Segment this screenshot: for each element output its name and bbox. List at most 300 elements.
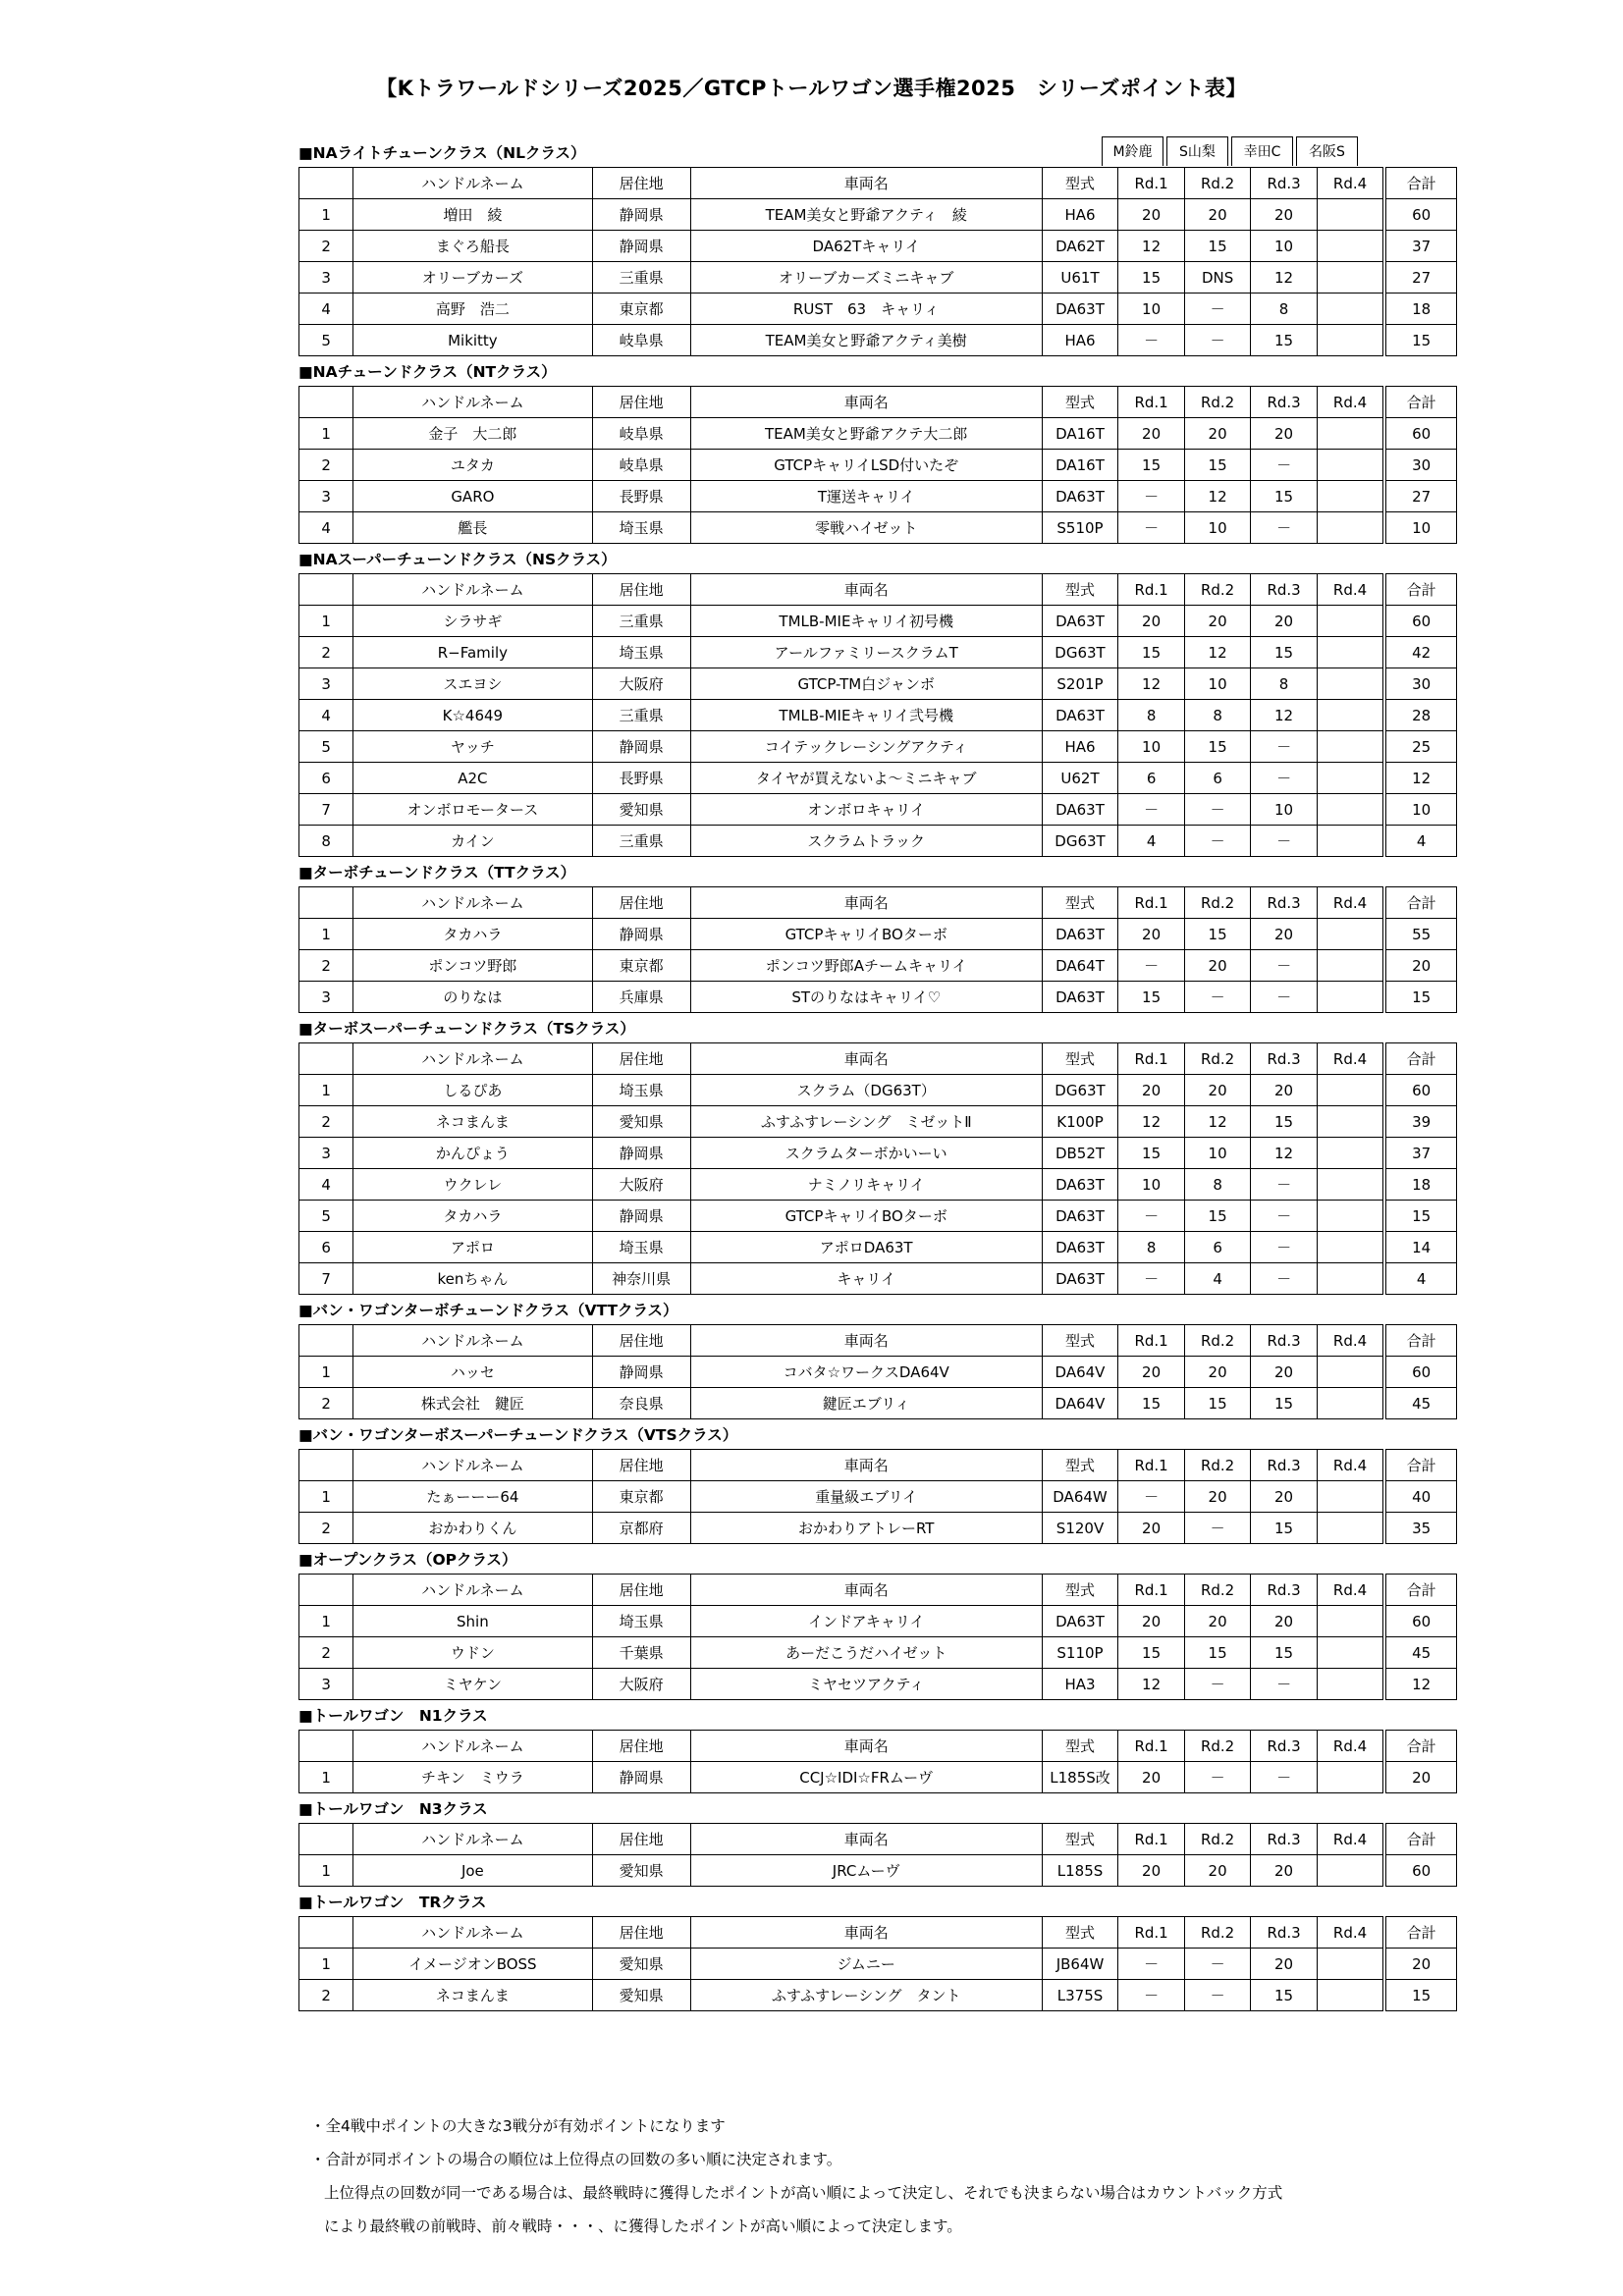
table-row — [299, 1169, 1457, 1201]
table-row — [299, 1980, 1457, 2011]
header-cell — [299, 574, 353, 606]
table-cell: 60 — [1386, 199, 1457, 231]
table-cell: 3 — [299, 668, 353, 700]
table-cell: 10 — [1184, 512, 1250, 544]
table-cell: 20 — [1184, 418, 1250, 450]
table-header-row — [299, 574, 1457, 606]
table-cell: － — [1118, 950, 1184, 982]
table-cell: 1 — [299, 199, 353, 231]
table-cell: TMLB-MIEキャリイ弐号機 — [690, 700, 1042, 731]
table-cell: 15 — [1184, 919, 1250, 950]
section-title: ■バン・ワゴンターボチューンドクラス（VTTクラス） — [298, 1302, 678, 1319]
table-cell: スクラムトラック — [690, 826, 1042, 857]
table-cell — [1317, 1263, 1382, 1295]
table-cell: DG63T — [1042, 637, 1118, 668]
note-2: ・合計が同ポイントの場合の順位は上位得点の回数の多い順に決定されます。 — [310, 2151, 842, 2168]
table-cell: 2 — [299, 450, 353, 481]
table-cell: 長野県 — [592, 763, 690, 794]
venue-labels — [1102, 136, 1361, 166]
table-cell — [1317, 826, 1382, 857]
table-cell: 3 — [299, 1669, 353, 1700]
table-row — [299, 794, 1457, 826]
table-cell — [1317, 1669, 1382, 1700]
table-cell: ハッセ — [353, 1357, 592, 1388]
table-cell: 4 — [1386, 1263, 1457, 1295]
table-cell: 39 — [1386, 1106, 1457, 1138]
table-cell: 兵庫県 — [592, 982, 690, 1013]
table-cell: 12 — [1386, 1669, 1457, 1700]
header-cell: 車両名 — [690, 168, 1042, 199]
table-row — [299, 763, 1457, 794]
table-cell: 静岡県 — [592, 1357, 690, 1388]
table-cell: － — [1118, 1481, 1184, 1513]
table-cell: 8 — [1118, 1232, 1184, 1263]
table-cell: HA6 — [1042, 325, 1118, 356]
table-row — [299, 418, 1457, 450]
header-cell: Rd.4 — [1317, 1824, 1382, 1855]
table-cell: T運送キャリイ — [690, 481, 1042, 512]
table-cell: 愛知県 — [592, 794, 690, 826]
table-cell: 2 — [299, 1388, 353, 1419]
table-cell — [1317, 1980, 1382, 2011]
table-cell: 高野 浩二 — [353, 294, 592, 325]
header-cell: 居住地 — [592, 1043, 690, 1075]
header-cell: Rd.1 — [1118, 1917, 1184, 1949]
table-cell: 1 — [299, 919, 353, 950]
table-cell: DNS — [1184, 262, 1250, 294]
table-cell: － — [1184, 826, 1250, 857]
table-cell — [1317, 1855, 1382, 1887]
table-cell — [1317, 1232, 1382, 1263]
header-cell — [299, 1325, 353, 1357]
table-cell: まぐろ船長 — [353, 231, 592, 262]
table-cell: 15 — [1184, 1388, 1250, 1419]
standings-table — [298, 386, 1457, 544]
header-cell: Rd.4 — [1317, 387, 1382, 418]
standings-table — [298, 886, 1457, 1013]
table-cell: HA6 — [1042, 731, 1118, 763]
table-cell — [1317, 982, 1382, 1013]
table-cell: HA6 — [1042, 199, 1118, 231]
table-cell: ミヤケン — [353, 1669, 592, 1700]
table-cell: 岐阜県 — [592, 418, 690, 450]
table-cell: 15 — [1118, 637, 1184, 668]
table-cell: 20 — [1251, 1855, 1317, 1887]
table-cell: 鍵匠エブリィ — [690, 1388, 1042, 1419]
table-row — [299, 1388, 1457, 1419]
standings-table — [298, 1449, 1457, 1544]
table-cell: ヤッチ — [353, 731, 592, 763]
header-cell: Rd.3 — [1251, 1043, 1317, 1075]
table-cell: 1 — [299, 1949, 353, 1980]
table-cell: たぁーーー64 — [353, 1481, 592, 1513]
table-cell: スクラム（DG63T） — [690, 1075, 1042, 1106]
table-cell: － — [1251, 512, 1317, 544]
class-section — [298, 1295, 1457, 1419]
table-cell: DA63T — [1042, 794, 1118, 826]
table-row — [299, 982, 1457, 1013]
table-cell: － — [1118, 794, 1184, 826]
table-cell: DA63T — [1042, 1606, 1118, 1637]
table-cell: TEAM美女と野爺アクテ大二郎 — [690, 418, 1042, 450]
header-cell: 合計 — [1386, 1450, 1457, 1481]
section-title: ■ターボスーパーチューンドクラス（TSクラス） — [298, 1020, 635, 1038]
table-cell: 20 — [1118, 1762, 1184, 1793]
table-cell: － — [1251, 1169, 1317, 1201]
header-cell: 型式 — [1042, 387, 1118, 418]
table-cell: 12 — [1118, 231, 1184, 262]
table-row — [299, 1855, 1457, 1887]
table-cell: タカハラ — [353, 1201, 592, 1232]
header-cell: ハンドルネーム — [353, 1575, 592, 1606]
header-cell — [299, 1450, 353, 1481]
header-cell: 合計 — [1386, 1043, 1457, 1075]
class-section — [298, 356, 1457, 544]
table-cell: 20 — [1251, 199, 1317, 231]
header-cell: Rd.1 — [1118, 387, 1184, 418]
table-cell: TEAM美女と野爺アクティ美樹 — [690, 325, 1042, 356]
table-cell: DA63T — [1042, 1263, 1118, 1295]
header-cell: Rd.1 — [1118, 887, 1184, 919]
table-cell: Shin — [353, 1606, 592, 1637]
table-cell: S510P — [1042, 512, 1118, 544]
table-cell: ユタカ — [353, 450, 592, 481]
table-cell: kenちゃん — [353, 1263, 592, 1295]
table-cell: GTCPキャリイLSD付いたぞ — [690, 450, 1042, 481]
table-cell: K100P — [1042, 1106, 1118, 1138]
table-cell: 15 — [1251, 637, 1317, 668]
header-cell: 居住地 — [592, 1731, 690, 1762]
header-cell: ハンドルネーム — [353, 1325, 592, 1357]
table-cell: HA3 — [1042, 1669, 1118, 1700]
table-cell: 6 — [1184, 1232, 1250, 1263]
table-row — [299, 1075, 1457, 1106]
table-cell: タイヤが買えないよ～ミニキャブ — [690, 763, 1042, 794]
table-row — [299, 1481, 1457, 1513]
header-cell: ハンドルネーム — [353, 1824, 592, 1855]
table-cell: 30 — [1386, 450, 1457, 481]
table-cell: 1 — [299, 1481, 353, 1513]
table-cell: DA64T — [1042, 950, 1118, 982]
table-cell: 15 — [1386, 1201, 1457, 1232]
table-cell: ジムニー — [690, 1949, 1042, 1980]
header-cell: 居住地 — [592, 168, 690, 199]
header-cell: Rd.4 — [1317, 1450, 1382, 1481]
table-cell: 6 — [1184, 763, 1250, 794]
header-cell: ハンドルネーム — [353, 168, 592, 199]
table-cell: 15 — [1118, 1138, 1184, 1169]
header-cell: 合計 — [1386, 1917, 1457, 1949]
table-cell: 20 — [1251, 1075, 1317, 1106]
header-cell: Rd.3 — [1251, 574, 1317, 606]
standings-table — [298, 1916, 1457, 2011]
header-cell: Rd.2 — [1184, 1824, 1250, 1855]
standings-table — [298, 167, 1457, 356]
table-cell — [1317, 450, 1382, 481]
table-cell: JRCムーヴ — [690, 1855, 1042, 1887]
table-cell — [1317, 294, 1382, 325]
table-cell: 12 — [1118, 668, 1184, 700]
table-cell: かんぴょう — [353, 1138, 592, 1169]
section-title: ■NAライトチューンクラス（NLクラス） — [298, 144, 586, 162]
table-cell: オリーブカーズミニキャブ — [690, 262, 1042, 294]
table-cell: 3 — [299, 1138, 353, 1169]
section-title: ■オープンクラス（OPクラス） — [298, 1551, 517, 1569]
table-cell: 20 — [1251, 1481, 1317, 1513]
table-cell: 27 — [1386, 262, 1457, 294]
table-cell: DA16T — [1042, 450, 1118, 481]
table-cell: － — [1184, 1669, 1250, 1700]
table-cell: 15 — [1386, 982, 1457, 1013]
table-cell: 長野県 — [592, 481, 690, 512]
header-cell: 居住地 — [592, 1824, 690, 1855]
table-cell: 15 — [1251, 481, 1317, 512]
table-cell: 1 — [299, 1357, 353, 1388]
table-cell — [1317, 418, 1382, 450]
header-cell: 車両名 — [690, 387, 1042, 418]
header-cell: 型式 — [1042, 1917, 1118, 1949]
table-cell — [1317, 1388, 1382, 1419]
table-cell: 奈良県 — [592, 1388, 690, 1419]
table-cell: 20 — [1386, 1762, 1457, 1793]
table-cell: － — [1184, 294, 1250, 325]
table-cell: － — [1251, 826, 1317, 857]
table-cell: 15 — [1184, 1201, 1250, 1232]
table-cell: 6 — [299, 763, 353, 794]
table-cell: GTCPキャリイBOターボ — [690, 1201, 1042, 1232]
table-cell: 14 — [1386, 1232, 1457, 1263]
table-cell: DA63T — [1042, 1169, 1118, 1201]
table-cell: GTCPキャリイBOターボ — [690, 919, 1042, 950]
table-cell: 12 — [1184, 637, 1250, 668]
table-cell: 三重県 — [592, 700, 690, 731]
table-cell: － — [1251, 731, 1317, 763]
header-cell: Rd.3 — [1251, 1731, 1317, 1762]
table-cell: 3 — [299, 262, 353, 294]
header-cell: Rd.3 — [1251, 1325, 1317, 1357]
table-cell: 5 — [299, 731, 353, 763]
header-cell: 車両名 — [690, 1325, 1042, 1357]
section-title: ■バン・ワゴンターボスーパーチューンドクラス（VTSクラス） — [298, 1426, 738, 1444]
table-cell: 15 — [1184, 1637, 1250, 1669]
table-cell: L375S — [1042, 1980, 1118, 2011]
table-cell: 20 — [1251, 1606, 1317, 1637]
table-cell: 1 — [299, 1075, 353, 1106]
table-cell: 35 — [1386, 1513, 1457, 1544]
table-row — [299, 1263, 1457, 1295]
header-cell: 居住地 — [592, 887, 690, 919]
table-cell: 20 — [1118, 418, 1184, 450]
table-cell: 12 — [1118, 1106, 1184, 1138]
header-cell: 居住地 — [592, 1917, 690, 1949]
header-cell: Rd.2 — [1184, 1325, 1250, 1357]
standings-table — [298, 1042, 1457, 1295]
table-cell — [1317, 794, 1382, 826]
table-row — [299, 450, 1457, 481]
table-cell: － — [1118, 1263, 1184, 1295]
table-cell: イメージオンBOSS — [353, 1949, 592, 1980]
header-cell: 居住地 — [592, 387, 690, 418]
table-cell: 大阪府 — [592, 1169, 690, 1201]
table-cell: － — [1251, 1201, 1317, 1232]
table-cell: DA63T — [1042, 982, 1118, 1013]
header-cell: Rd.2 — [1184, 574, 1250, 606]
table-cell: 8 — [1184, 1169, 1250, 1201]
table-cell: 金子 大二郎 — [353, 418, 592, 450]
table-cell: オリーブカーズ — [353, 262, 592, 294]
table-cell: － — [1251, 950, 1317, 982]
table-cell: 1 — [299, 1855, 353, 1887]
table-cell: 10 — [1184, 668, 1250, 700]
table-cell: 愛知県 — [592, 1980, 690, 2011]
table-cell: 8 — [1118, 700, 1184, 731]
header-cell: Rd.2 — [1184, 1450, 1250, 1481]
table-cell: 東京都 — [592, 294, 690, 325]
table-cell: 15 — [1386, 325, 1457, 356]
table-cell: 45 — [1386, 1388, 1457, 1419]
table-cell: 15 — [1118, 262, 1184, 294]
header-cell: Rd.4 — [1317, 887, 1382, 919]
table-cell: 60 — [1386, 1075, 1457, 1106]
standings-sections — [298, 137, 1457, 2011]
table-cell: 8 — [1251, 668, 1317, 700]
header-cell: 合計 — [1386, 1325, 1457, 1357]
table-cell — [1317, 1513, 1382, 1544]
header-cell: Rd.3 — [1251, 1917, 1317, 1949]
table-row — [299, 325, 1457, 356]
table-row — [299, 919, 1457, 950]
table-cell: 12 — [1251, 700, 1317, 731]
table-cell — [1317, 1201, 1382, 1232]
header-cell — [299, 1824, 353, 1855]
header-cell: 車両名 — [690, 1917, 1042, 1949]
table-cell: － — [1251, 763, 1317, 794]
table-cell: 20 — [1118, 1357, 1184, 1388]
table-cell: JB64W — [1042, 1949, 1118, 1980]
header-cell: Rd.1 — [1118, 168, 1184, 199]
table-cell: 三重県 — [592, 826, 690, 857]
table-cell: 20 — [1251, 606, 1317, 637]
table-cell: ミヤセツアクティ — [690, 1669, 1042, 1700]
table-cell: 増田 綾 — [353, 199, 592, 231]
table-cell: 3 — [299, 481, 353, 512]
table-cell: 15 — [1118, 982, 1184, 1013]
header-cell: 合計 — [1386, 574, 1457, 606]
table-cell: 15 — [1184, 450, 1250, 481]
standings-table — [298, 1324, 1457, 1419]
table-row — [299, 731, 1457, 763]
table-row — [299, 294, 1457, 325]
table-cell: 8 — [1184, 700, 1250, 731]
header-cell: Rd.1 — [1118, 1824, 1184, 1855]
class-section — [298, 1544, 1457, 1700]
table-cell: カイン — [353, 826, 592, 857]
table-row — [299, 1138, 1457, 1169]
table-cell: 5 — [299, 1201, 353, 1232]
class-section — [298, 137, 1457, 356]
table-cell: 10 — [1386, 512, 1457, 544]
table-cell: 1 — [299, 1606, 353, 1637]
class-section — [298, 1793, 1457, 1887]
table-cell: 岐阜県 — [592, 450, 690, 481]
table-cell: U61T — [1042, 262, 1118, 294]
header-cell — [299, 1575, 353, 1606]
venue-label: S山梨 — [1166, 136, 1228, 166]
table-cell — [1317, 262, 1382, 294]
table-row — [299, 1201, 1457, 1232]
table-cell: 20 — [1184, 1481, 1250, 1513]
header-cell: ハンドルネーム — [353, 1450, 592, 1481]
header-cell: Rd.1 — [1118, 1043, 1184, 1075]
table-cell: シラサギ — [353, 606, 592, 637]
notes — [310, 2109, 1282, 2243]
table-cell: － — [1251, 982, 1317, 1013]
table-cell: － — [1184, 1949, 1250, 1980]
table-cell: 20 — [1118, 919, 1184, 950]
class-section — [298, 1887, 1457, 2011]
table-cell: 2 — [299, 1106, 353, 1138]
table-cell — [1317, 1106, 1382, 1138]
header-cell — [299, 887, 353, 919]
table-cell: 10 — [1251, 794, 1317, 826]
table-cell: 20 — [1184, 1075, 1250, 1106]
header-cell: ハンドルネーム — [353, 1731, 592, 1762]
header-cell: Rd.4 — [1317, 1917, 1382, 1949]
table-cell: － — [1184, 325, 1250, 356]
table-cell: DA62T — [1042, 231, 1118, 262]
table-header-row — [299, 1731, 1457, 1762]
table-cell: 18 — [1386, 294, 1457, 325]
table-row — [299, 1949, 1457, 1980]
table-row — [299, 1637, 1457, 1669]
header-cell — [299, 387, 353, 418]
table-cell: 4 — [1184, 1263, 1250, 1295]
header-cell: 車両名 — [690, 1824, 1042, 1855]
table-cell: 4 — [299, 512, 353, 544]
section-title: ■トールワゴン TRクラス — [298, 1894, 487, 1911]
table-header-row — [299, 1917, 1457, 1949]
table-cell: 2 — [299, 1513, 353, 1544]
header-cell: ハンドルネーム — [353, 387, 592, 418]
table-cell — [1317, 1949, 1382, 1980]
table-cell: 15 — [1184, 731, 1250, 763]
table-row — [299, 512, 1457, 544]
table-cell: 15 — [1184, 231, 1250, 262]
table-cell: 京都府 — [592, 1513, 690, 1544]
table-cell: おかわりアトレーRT — [690, 1513, 1042, 1544]
header-cell: Rd.2 — [1184, 1731, 1250, 1762]
header-cell — [299, 1043, 353, 1075]
header-cell: Rd.3 — [1251, 387, 1317, 418]
table-cell: TEAM美女と野爺アクティ 綾 — [690, 199, 1042, 231]
table-cell: 15 — [1251, 1980, 1317, 2011]
header-cell: 居住地 — [592, 574, 690, 606]
table-row — [299, 1606, 1457, 1637]
table-cell: 零戦ハイゼット — [690, 512, 1042, 544]
table-cell: 60 — [1386, 418, 1457, 450]
table-cell: － — [1251, 1669, 1317, 1700]
table-cell: 大阪府 — [592, 1669, 690, 1700]
table-cell: 8 — [1251, 294, 1317, 325]
header-cell — [299, 168, 353, 199]
table-cell: 12 — [1251, 1138, 1317, 1169]
table-row — [299, 668, 1457, 700]
header-cell: 車両名 — [690, 1731, 1042, 1762]
table-cell: 10 — [1184, 1138, 1250, 1169]
table-cell: 6 — [1118, 763, 1184, 794]
table-cell — [1317, 1481, 1382, 1513]
table-row — [299, 1232, 1457, 1263]
